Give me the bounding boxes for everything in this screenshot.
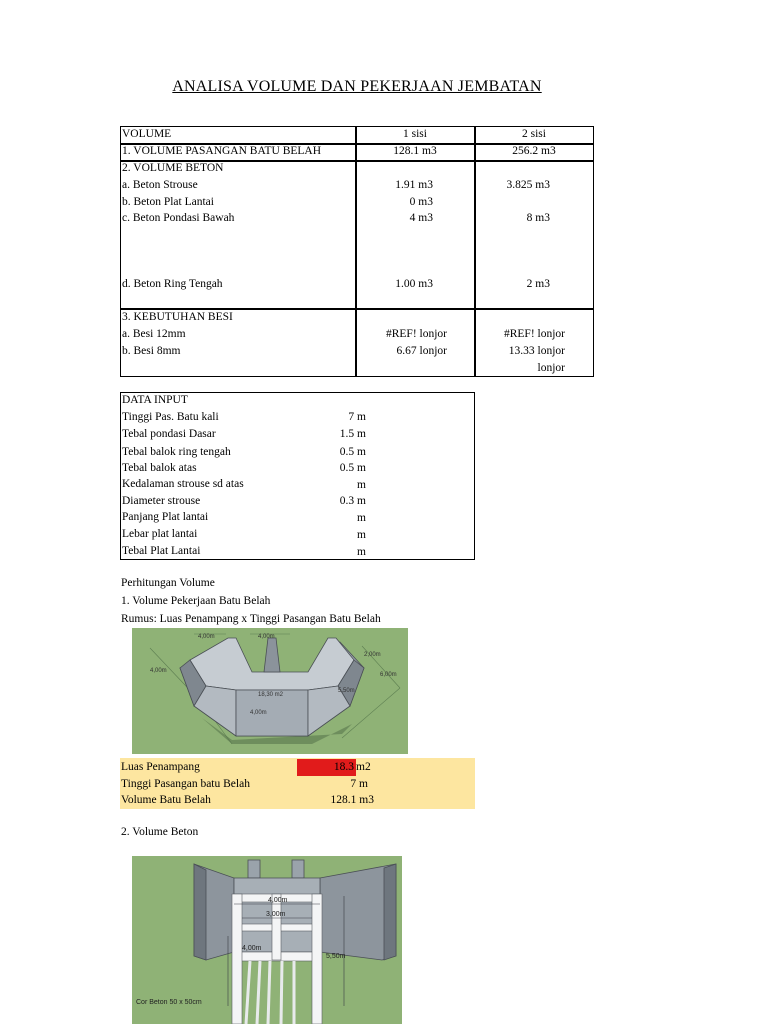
perhitungan-heading: Perhitungan Volume: [121, 577, 215, 589]
pile-lines: [246, 961, 294, 1024]
figure-batu-belah: [132, 628, 408, 754]
besi-8mm-col1: 6.67 lonjor: [396, 345, 447, 357]
input-value: m: [357, 479, 366, 491]
beton-pondasi-label: c. Beton Pondasi Bawah: [122, 212, 235, 224]
beton-ring-col1: 1.00 m3: [395, 278, 433, 290]
section-volume-beton: 2. VOLUME BETON: [122, 162, 224, 174]
figure-volume-beton: [132, 856, 402, 1024]
besi-12mm-col2: #REF! lonjor: [503, 328, 565, 340]
dim-label: 6,00m: [380, 672, 397, 678]
beton-plat-label: b. Beton Plat Lantai: [122, 196, 214, 208]
dim-label: Cor Beton 50 x 50cm: [136, 999, 202, 1006]
input-label: Tebal Plat Lantai: [122, 545, 201, 557]
dim-label: 2,00m: [364, 652, 381, 658]
besi-12mm-label: a. Besi 12mm: [122, 328, 186, 340]
input-value: 0.3 m: [339, 495, 366, 507]
extra-lonjor: lonjor: [537, 362, 565, 374]
beton-strouse-col1: 1.91 m3: [395, 179, 433, 191]
beton-strouse-col2: 3.825 m3: [506, 179, 550, 191]
dim-label: 4,00m: [268, 897, 288, 904]
beton-plat-col1: 0 m3: [409, 196, 433, 208]
figure-volume-beton-drawing: [132, 856, 402, 1024]
beton-ring-col2: 2 m3: [526, 278, 550, 290]
input-label: Kedalaman strouse sd atas: [122, 478, 244, 490]
input-label: Panjang Plat lantai: [122, 511, 209, 523]
result-label-volume: Volume Batu Belah: [121, 794, 211, 806]
input-value: m: [357, 546, 366, 558]
input-label: Tebal pondasi Dasar: [122, 428, 216, 440]
input-label: Tebal balok atas: [122, 462, 197, 474]
perhitungan-rumus: Rumus: Luas Penampang x Tinggi Pasangan Batu Belah: [121, 613, 381, 625]
besi-12mm-col1: #REF! lonjor: [385, 328, 447, 340]
result-label-luas: Luas Penampang: [121, 761, 200, 773]
beton-ring-label: d. Beton Ring Tengah: [122, 278, 223, 290]
result-unit-luas: m2: [356, 761, 371, 773]
dim-label: 4,00m: [258, 634, 275, 640]
perhitungan-sub2: 2. Volume Beton: [121, 826, 199, 838]
row-batu-belah-label: 1. VOLUME PASANGAN BATU BELAH: [122, 145, 322, 157]
input-label: Diameter strouse: [122, 495, 201, 507]
input-value: m: [357, 512, 366, 524]
section-kebutuhan-besi: 3. KEBUTUHAN BESI: [122, 311, 233, 323]
besi-8mm-col2: 13.33 lonjor: [508, 345, 565, 357]
data-input-header: DATA INPUT: [122, 394, 188, 406]
input-value: 7 m: [348, 411, 366, 423]
row-batu-belah-col1: 128.1 m3: [393, 145, 437, 157]
dim-label: 4,00m: [250, 710, 267, 716]
figure-batu-belah-drawing: [132, 628, 408, 754]
beton-strouse-label: a. Beton Strouse: [122, 179, 198, 191]
input-label: Tinggi Pas. Batu kali: [122, 411, 219, 423]
input-value: 0.5 m: [339, 446, 366, 458]
volume-header-col1: 1 sisi: [403, 128, 427, 140]
result-value-tinggi: 7 m: [350, 778, 368, 790]
dim-label: 4,00m: [242, 945, 262, 952]
dim-label: 5,50m: [326, 953, 346, 960]
beton-pondasi-col1: 4 m3: [409, 212, 433, 224]
volume-table-divider: [120, 308, 594, 310]
dim-label: 4,00m: [150, 668, 167, 674]
volume-header-col2: 2 sisi: [522, 128, 546, 140]
result-value-volume: 128.1 m3: [330, 794, 374, 806]
perhitungan-sub1: 1. Volume Pekerjaan Batu Belah: [121, 595, 271, 607]
result-label-tinggi: Tinggi Pasangan batu Belah: [121, 778, 250, 790]
beton-pondasi-col2: 8 m3: [526, 212, 550, 224]
besi-8mm-label: b. Besi 8mm: [122, 345, 181, 357]
input-value: 1.5 m: [339, 428, 366, 440]
dim-label: 4,00m: [198, 634, 215, 640]
input-label: Lebar plat lantai: [122, 528, 198, 540]
input-value: m: [357, 529, 366, 541]
input-value: 0.5 m: [339, 462, 366, 474]
dim-label: 18,30 m2: [258, 692, 284, 698]
dim-label: 5,50m: [338, 688, 355, 694]
result-value-luas: 18.3: [333, 761, 354, 773]
page-title: ANALISA VOLUME DAN PEKERJAAN JEMBATAN: [172, 78, 542, 95]
dim-label: 3,00m: [266, 911, 286, 918]
volume-header-label: VOLUME: [122, 128, 172, 140]
input-label: Tebal balok ring tengah: [122, 446, 231, 458]
row-batu-belah-col2: 256.2 m3: [512, 145, 556, 157]
